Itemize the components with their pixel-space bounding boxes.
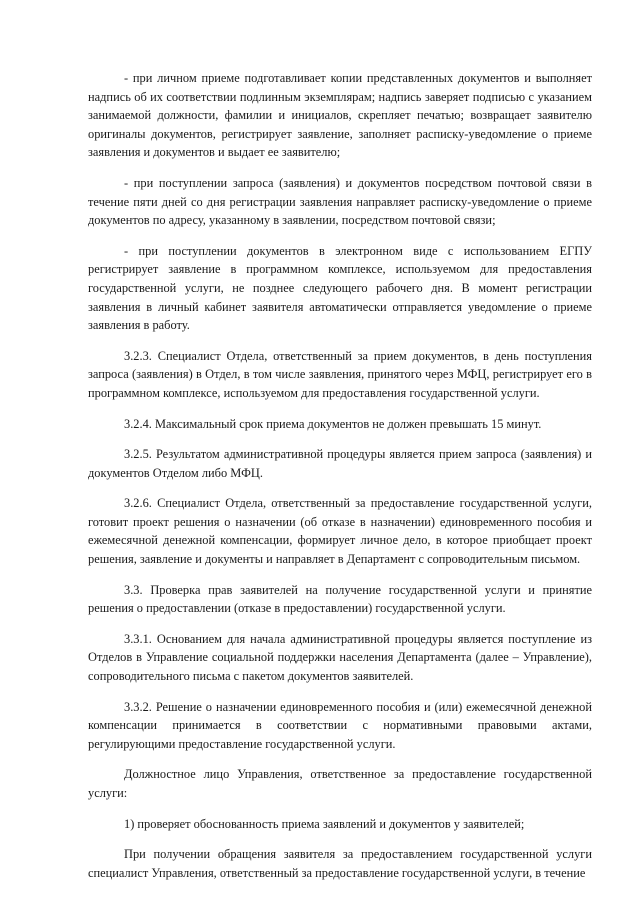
paragraph-personal-reception: - при личном приеме подготавливает копии представленных документов и выполняет надпись об их соответствии подлинным экземплярам; надпись заверяет подписью с указанием занимаемой должности, фамилии и инициалов, скрепляет печатью; возвращает заявителю оригиналы документов, регистрирует заявление, заполняет расписку-уведомление о приеме заявления и документов и выдает ее заявителю; (88, 71, 592, 160)
paragraph-3-3-2: 3.3.2. Решение о назначении единовременного пособия и (или) ежемесячной денежной компенсации принимается в соответствии с нормативными правовыми актами, регулирующими предоставление государственной услуги. (88, 699, 592, 751)
paragraph-3-2-5: 3.2.5. Результатом административной процедуры является прием запроса (заявления) и документов Отделом либо МФЦ. (88, 447, 592, 480)
paragraph-postal-submission: - при поступлении запроса (заявления) и документов посредством почтовой связи в течение пяти дней со дня регистрации заявления направляет расписку-уведомление о приеме документов по адресу, указанному в заявлении, посредством почтовой связи; (88, 175, 592, 228)
paragraph-electronic-submission: - при поступлении документов в электронном виде с использованием ЕГПУ регистрирует заявление в программном комплексе, используемом для предоставления государственной услуги, не позднее следующего рабочего дня. В момент регистрации заявления в личный кабинет заявителя автоматически отправляется уведомление о приеме заявления в работу. (88, 243, 592, 333)
paragraph-3-2-6: 3.2.6. Специалист Отдела, ответственный за предоставление государственной услуги, готовит проект решения о назначении (об отказе в назначении) единовременного пособия и ежемесячной денежной компенсации, формирует личное дело, в которое приобщает проект решения, заявление и документы и направляет в Департамент с сопроводительным письмом. (88, 496, 592, 567)
paragraph-on-receipt: При получении обращения заявителя за предоставлением государственной услуги специалист Управления, ответственный за предоставление государственной услуги, в течение (88, 847, 592, 880)
paragraph-3-2-4: 3.2.4. Максимальный срок приема документов не должен превышать 15 минут. (124, 416, 542, 431)
document-body (88, 69, 592, 894)
paragraph-item-1: 1) проверяет обоснованность приема заявлений и документов у заявителей; (124, 816, 525, 831)
paragraph-3-2-3: 3.2.3. Специалист Отдела, ответственный за прием документов, в день поступления запроса (заявления) в Отдел, в том числе заявления, принятого через МФЦ, регистрирует его в программном комплексе, используемом для предоставления государственной услуги. (88, 348, 592, 400)
paragraph-official-responsible: Должностное лицо Управления, ответственное за предоставление государственной услуги: (88, 767, 592, 800)
paragraph-3-3: 3.3. Проверка прав заявителей на получение государственной услуги и принятие решения о предоставлении (отказе в предоставлении) государственной услуги. (88, 582, 592, 616)
paragraph-3-3-1: 3.3.1. Основанием для начала административной процедуры является поступление из Отделов в Управление социальной поддержки населения Департамента (далее – Управление), сопроводительного письма с пакетом документов заявителей. (88, 631, 592, 684)
